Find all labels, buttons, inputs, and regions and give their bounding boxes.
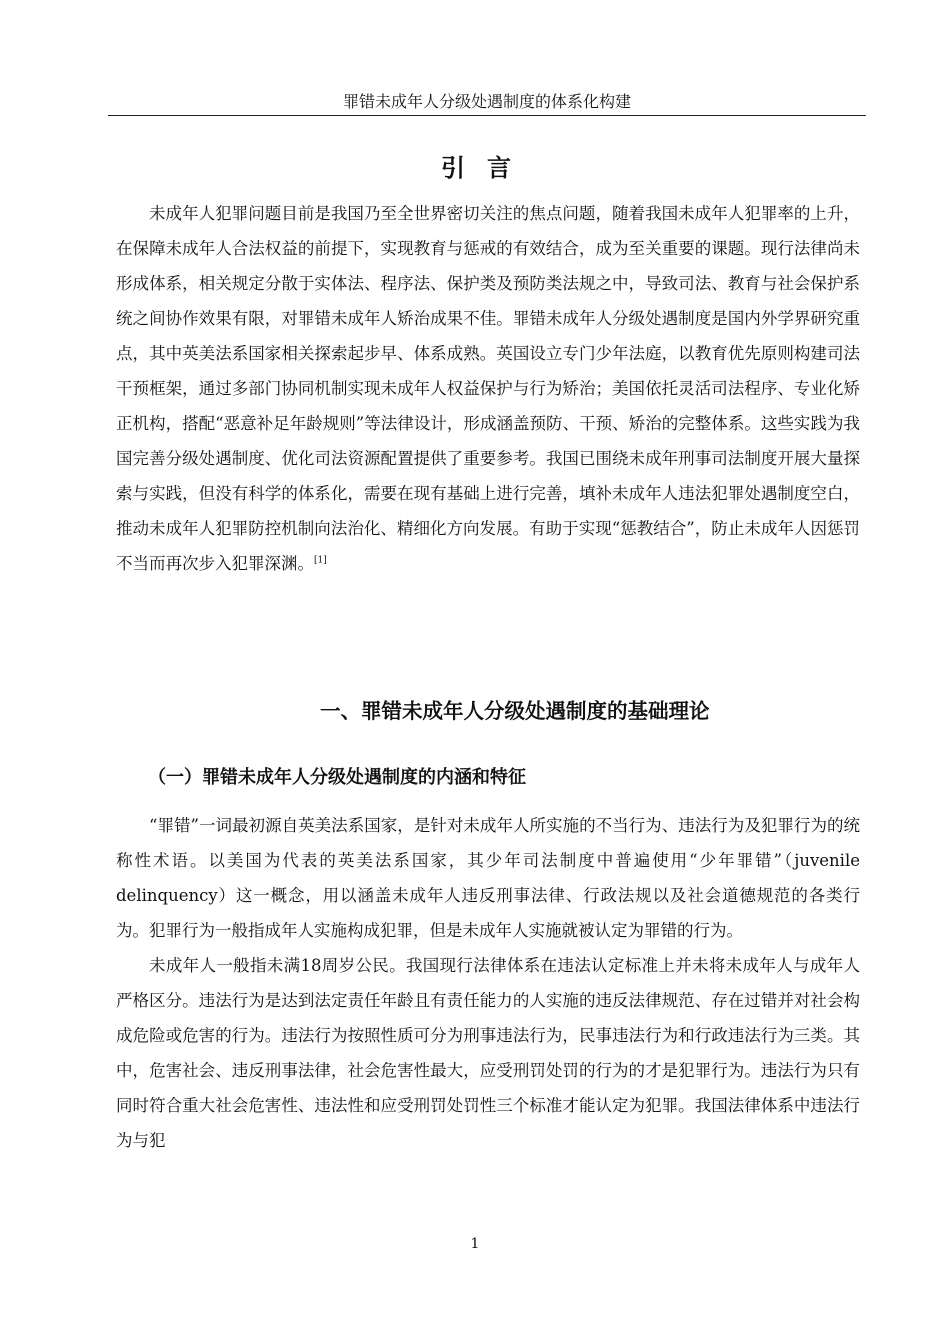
intro-title: 引言 [441, 154, 533, 182]
intro-body [116, 196, 860, 581]
citation-reference: [1] [314, 555, 327, 566]
subsection-heading: （一）罪错未成年人分级处遇制度的内涵和特征 [148, 767, 526, 788]
intro-paragraph [116, 196, 860, 581]
subsection-body [116, 808, 860, 1158]
page-number: 1 [470, 1236, 480, 1252]
intro-paragraph-text: 未成年人犯罪问题目前是我国乃至全世界密切关注的焦点问题，随着我国未成年人犯罪率的上升，在保障未成年人合法权益的前提下，实现教育与惩戒的有效结合，成为至关重要的课题。现行法律尚未形成体系，相关规定分散于实体法、程序法、保护类及预防类法规之中，导致司法、教育与社会保护系统之间协作效果有限，对罪错未成年人矫治成果不佳。罪错未成年人分级处遇制度是国内外学界研究重点，其中英美法系国家相关探索起步早、体系成熟。英国设立专门少年法庭，以教育优先原则构建司法干预框架，通过多部门协同机制实现未成年人权益保护与行为矫治；美国依托灵活司法程序、专业化矫正机构，搭配“恶意补足年龄规则”等法律设计，形成涵盖预防、干预、矫治的完整体系。这些实践为我国完善分级处遇制度、优化司法资源配置提供了重要参考。我国已围绕未成年刑事司法制度开展大量探索与实践，但没有科学的体系化，需要在现有基础上进行完善，填补未成年人违法犯罪处遇制度空白，推动未成年人犯罪防控机制向法治化、精细化方向发展。有助于实现“惩教结合”，防止未成年人因惩罚不当而再次步入犯罪深渊。 [116, 204, 860, 573]
paragraph-zuicuo-definition: “罪错”一词最初源自英美法系国家，是针对未成年人所实施的不当行为、违法行为及犯罪行为的统称性术语。以美国为代表的英美法系国家，其少年司法制度中普遍使用“少年罪错”（juvenile delinquency）这一概念，用以涵盖未成年人违反刑事法律、行政法规以及社会道德规范的各类行为。犯罪行为一般指成年人实施构成犯罪，但是未成年人实施就被认定为罪错的行为。 [116, 816, 860, 940]
section-heading: 一、罪错未成年人分级处遇制度的基础理论 [320, 699, 710, 723]
paragraph-minor-definition: 未成年人一般指未满18周岁公民。我国现行法律体系在违法认定标准上并未将未成年人与成年人严格区分。违法行为是达到法定责任年龄且有责任能力的人实施的违反法律规范、存在过错并对社会构成危险或危害的行为。违法行为按照性质可分为刑事违法行为，民事违法行为和行政违法行为三类。其中，危害社会、违反刑事法律，社会危害性最大，应受刑罚处罚的行为的才是犯罪行为。违法行为只有同时符合重大社会危害性、违法性和应受刑罚处罚性三个标准才能认定为犯罪。我国法律体系中违法行为与犯 [116, 956, 860, 1150]
running-header: 罪错未成年人分级处遇制度的体系化构建 [108, 92, 866, 116]
